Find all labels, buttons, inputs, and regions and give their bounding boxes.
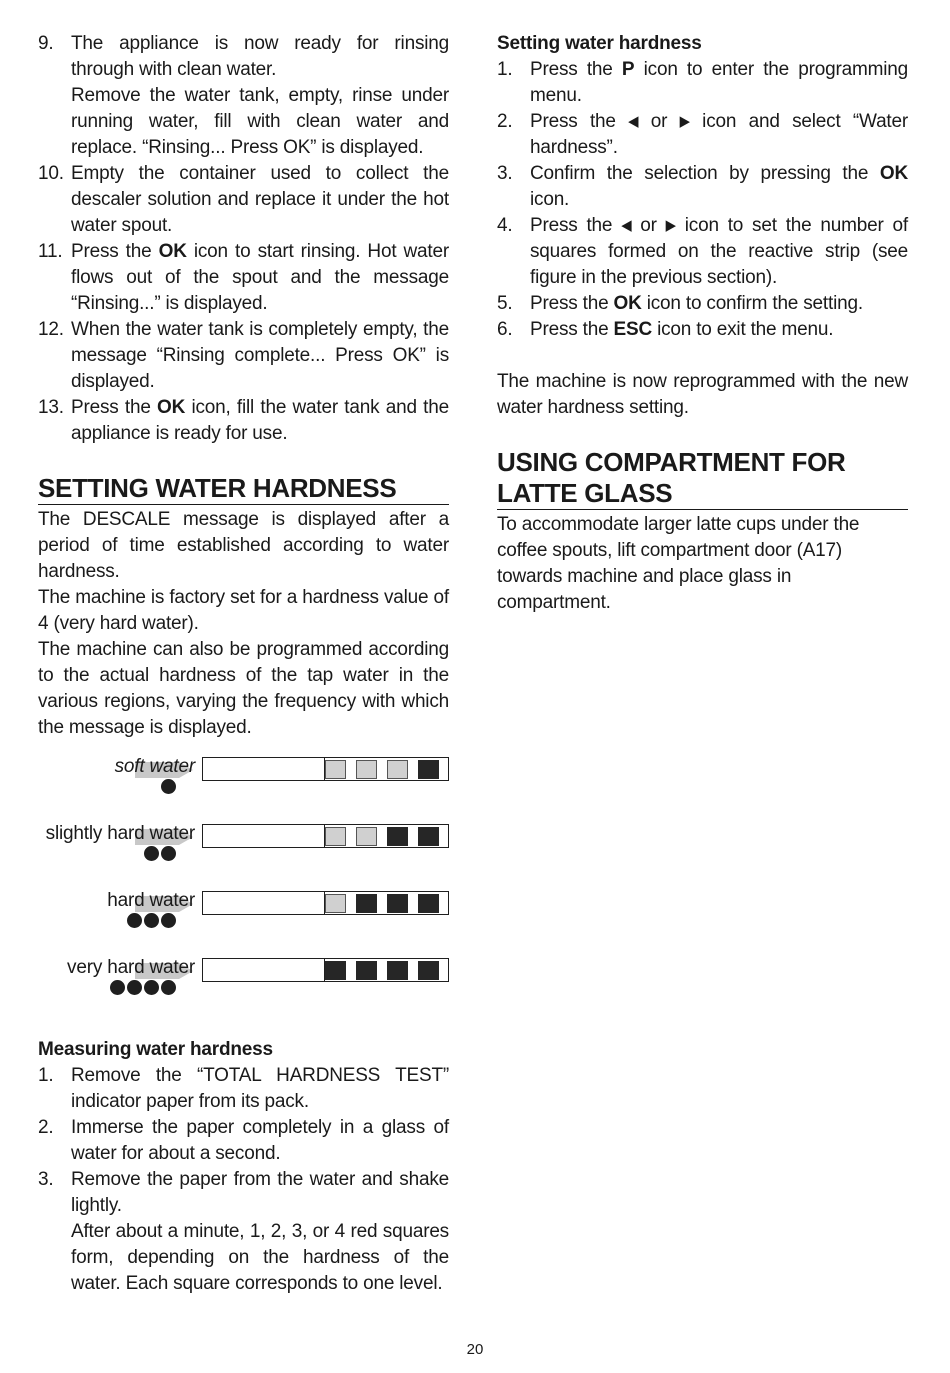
hardness-label: slightly hard water: [45, 823, 195, 844]
strip-square: [387, 827, 408, 846]
list-item: 6. Press the ESC icon to exit the menu.: [497, 319, 834, 340]
list-item: 2. Press the ◀ or ▶ icon and select “Water hardness”.: [497, 111, 909, 158]
test-strip: [202, 757, 449, 781]
dot-icon: [161, 980, 176, 995]
dot-icon: [161, 846, 176, 861]
strip-square: [356, 961, 377, 980]
reprogrammed-note: The machine is now reprogrammed with the new water hardness setting.: [497, 371, 908, 418]
list-item: 5. Press the OK icon to confirm the setting.: [497, 293, 863, 314]
dot-icon: [161, 779, 176, 794]
hardness-label: hard water: [107, 890, 195, 911]
right-arrow-icon: ▶: [679, 113, 690, 130]
dot-icon: [110, 980, 125, 995]
list-item: 3. Confirm the selection by pressing the OK icon.: [497, 163, 908, 210]
strip-square: [325, 827, 346, 846]
setting-title: Setting water hardness: [497, 33, 702, 54]
list-item: 3. Remove the paper from the water and shake lightly. After about a minute, 1, 2, 3, or 4 red squares form, depending on the hardness of the water. Each square corresponds to one level.: [38, 1169, 449, 1294]
strip-blank-area: [203, 959, 325, 981]
measuring-steps: [38, 1063, 449, 1297]
section-title-latte: USING COMPARTMENT FOR LATTE GLASS: [497, 447, 908, 510]
strip-blank-area: [203, 758, 325, 780]
strip-square: [418, 760, 439, 779]
list-item: 12. When the water tank is completely empty, the message “Rinsing complete... Press OK” is displayed.: [38, 319, 449, 392]
strip-square: [418, 827, 439, 846]
list-item: 11. Press the OK icon to start rinsing. Hot water flows out of the spout and the message “Rinsing...” is displayed.: [38, 241, 449, 314]
paragraph: The machine can also be programmed according to the actual hardness of the tap water in the various regions, varying the frequency with which the message is displayed.: [38, 639, 449, 738]
list-item: 10. Empty the container used to collect the descaler solution and replace it under the hot water spout.: [38, 163, 449, 236]
hardness-label: soft water: [114, 756, 195, 777]
hardness-row: [38, 822, 449, 882]
strip-end: [439, 892, 448, 914]
dot-icon: [161, 913, 176, 928]
setting-steps: [497, 57, 908, 343]
strip-blank-area: [203, 892, 325, 914]
strip-square: [418, 961, 439, 980]
strip-square: [418, 894, 439, 913]
paragraph: The DESCALE message is displayed after a period of time established according to water hardness.: [38, 509, 449, 582]
test-strip: [202, 958, 449, 982]
right-column: [497, 31, 908, 616]
strip-blank-area: [203, 825, 325, 847]
paragraph: The machine is factory set for a hardness value of 4 (very hard water).: [38, 587, 449, 634]
test-strip: [202, 824, 449, 848]
right-arrow-icon: ▶: [665, 217, 676, 234]
hardness-dots: [110, 980, 176, 995]
page-number: 20: [466, 1341, 484, 1358]
dot-icon: [127, 913, 142, 928]
rinsing-steps: [38, 31, 449, 447]
list-item: 9. The appliance is now ready for rinsing through with clean water. Remove the water tank, empty, rinse under running water, fill with clean water and replace. “Rinsing... Press OK” is displayed.: [38, 33, 449, 158]
hardness-dots: [161, 779, 176, 794]
strip-end: [439, 758, 448, 780]
hardness-dots: [144, 846, 176, 861]
dot-icon: [144, 846, 159, 861]
strip-square: [325, 760, 346, 779]
list-item: 2. Immerse the paper completely in a glass of water for about a second.: [38, 1117, 449, 1164]
hardness-row: [38, 889, 449, 949]
strip-square: [387, 961, 408, 980]
latte-paragraph: To accommodate larger latte cups under the coffee spouts, lift compartment door (A17) towards machine and place glass in compartment.: [497, 514, 860, 613]
list-item: 1. Remove the “TOTAL HARDNESS TEST” indicator paper from its pack.: [38, 1065, 449, 1112]
strip-end: [439, 825, 448, 847]
left-arrow-icon: ◀: [621, 217, 632, 234]
strip-square: [325, 894, 346, 913]
hardness-dots: [127, 913, 176, 928]
strip-end: [439, 959, 448, 981]
dot-icon: [144, 980, 159, 995]
test-strip: [202, 891, 449, 915]
strip-square: [356, 894, 377, 913]
strip-square: [387, 760, 408, 779]
hardness-row: [38, 755, 449, 815]
list-item: 4. Press the ◀ or ▶ icon to set the number of squares formed on the reactive strip (see figure in the previous section).: [497, 215, 908, 288]
measuring-title: Measuring water hardness: [38, 1039, 273, 1060]
section-title-water-hardness: SETTING WATER HARDNESS: [38, 473, 449, 505]
left-arrow-icon: ◀: [628, 113, 639, 130]
strip-square: [325, 961, 346, 980]
hardness-chart: [38, 755, 449, 1027]
dot-icon: [144, 913, 159, 928]
list-item: 13. Press the OK icon, fill the water tank and the appliance is ready for use.: [38, 397, 449, 444]
strip-square: [356, 827, 377, 846]
dot-icon: [127, 980, 142, 995]
list-item: 1. Press the P icon to enter the programming menu.: [497, 59, 908, 106]
strip-square: [356, 760, 377, 779]
left-column: [38, 31, 449, 1297]
strip-square: [387, 894, 408, 913]
hardness-label: very hard water: [67, 957, 195, 978]
hardness-row: [38, 956, 449, 1016]
